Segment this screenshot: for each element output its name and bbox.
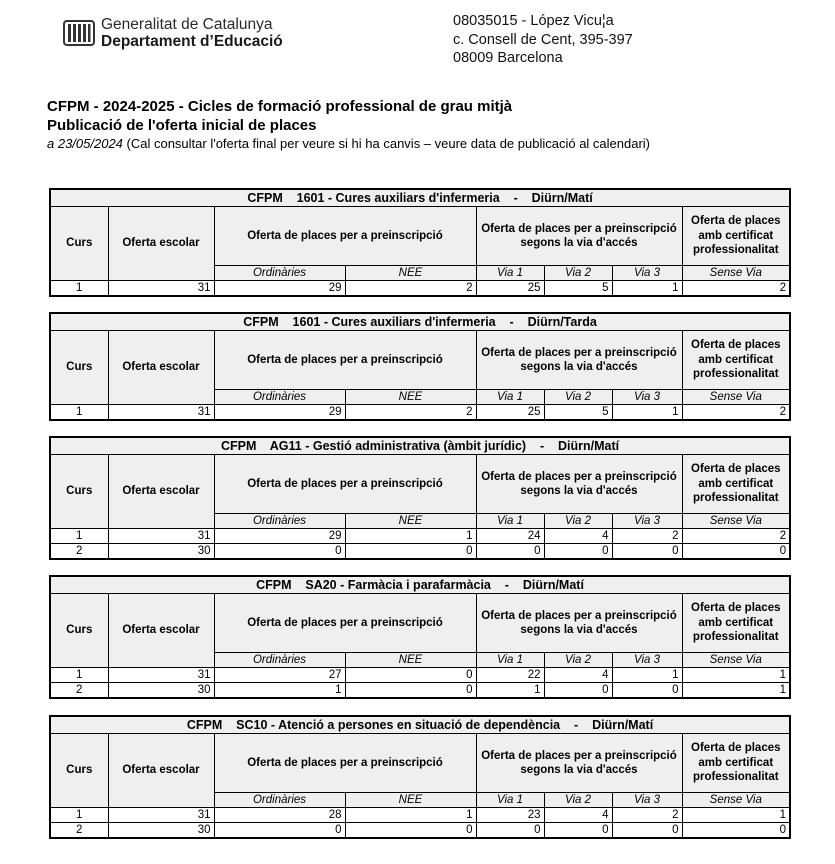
subheader-sense-via: Sense Via (682, 390, 790, 405)
header-certificat: Oferta de places amb certificat professionalitat (682, 734, 790, 793)
header-preinscripcio: Oferta de places per a preinscripció (214, 734, 476, 793)
subheader-via3: Via 3 (612, 266, 682, 281)
subheader-via2: Via 2 (544, 266, 612, 281)
generalitat-logo (63, 16, 283, 50)
table-row (50, 823, 790, 839)
subheader-via1: Via 1 (476, 266, 544, 281)
cell-oferta: 31 (108, 668, 214, 683)
subheader-nee: NEE (345, 514, 476, 529)
cell-sense-via: 1 (682, 808, 790, 823)
cell-via2: 0 (544, 683, 612, 699)
cell-ordinaries: 29 (214, 529, 345, 544)
table-row (50, 683, 790, 699)
section-title: CFPM SC10 - Atenció a persones en situació de dependència - Diürn/Matí (50, 716, 790, 734)
offer-section (49, 312, 790, 421)
cell-via3: 0 (612, 823, 682, 839)
cell-ordinaries: 29 (214, 281, 345, 297)
document-title-block (47, 97, 807, 153)
cell-curs: 1 (50, 281, 108, 297)
logo-line-departament: Departament d’Educació (101, 33, 283, 50)
cell-sense-via: 0 (682, 823, 790, 839)
cell-ordinaries: 0 (214, 823, 345, 839)
offer-table (49, 312, 791, 421)
cell-nee: 2 (345, 405, 476, 421)
header-preinscripcio: Oferta de places per a preinscripció (214, 207, 476, 266)
cell-sense-via: 1 (682, 668, 790, 683)
publication-note (47, 135, 807, 153)
cell-via1: 1 (476, 683, 544, 699)
table-row (50, 405, 790, 421)
subheader-nee: NEE (345, 793, 476, 808)
offer-table (49, 436, 791, 560)
cell-nee: 0 (345, 544, 476, 560)
cell-oferta: 30 (108, 823, 214, 839)
cell-via3: 2 (612, 529, 682, 544)
cell-oferta: 31 (108, 405, 214, 421)
subheader-nee: NEE (345, 266, 476, 281)
subheader-ordinaries: Ordinàries (214, 266, 345, 281)
header-certificat: Oferta de places amb certificat professionalitat (682, 455, 790, 514)
cell-via3: 2 (612, 808, 682, 823)
section-title: CFPM 1601 - Cures auxiliars d'infermeria - Diürn/Matí (50, 189, 790, 207)
offer-table (49, 188, 791, 297)
cell-sense-via: 0 (682, 544, 790, 560)
subheader-ordinaries: Ordinàries (214, 514, 345, 529)
subheader-via3: Via 3 (612, 653, 682, 668)
cell-via1: 25 (476, 281, 544, 297)
cell-via2: 4 (544, 668, 612, 683)
header-curs: Curs (50, 594, 108, 668)
subheader-via3: Via 3 (612, 514, 682, 529)
address-line: 08035015 - López Vicu¦a (453, 13, 614, 29)
subheader-sense-via: Sense Via (682, 653, 790, 668)
cell-via1: 23 (476, 808, 544, 823)
cell-nee: 1 (345, 808, 476, 823)
cell-nee: 1 (345, 529, 476, 544)
page-header (0, 0, 835, 80)
cell-curs: 1 (50, 808, 108, 823)
subheader-via1: Via 1 (476, 793, 544, 808)
section-title: CFPM AG11 - Gestió administrativa (àmbit jurídic) - Diürn/Matí (50, 437, 790, 455)
cell-via2: 4 (544, 808, 612, 823)
document-subtitle: Publicació de l'oferta inicial de places (47, 117, 317, 134)
generalitat-emblem-icon (63, 18, 95, 48)
header-oferta-escolar: Oferta escolar (108, 455, 214, 529)
cell-oferta: 31 (108, 281, 214, 297)
publication-date: a 23/05/2024 (47, 136, 123, 151)
subheader-via2: Via 2 (544, 514, 612, 529)
cell-curs: 1 (50, 668, 108, 683)
cell-via3: 1 (612, 281, 682, 297)
subheader-sense-via: Sense Via (682, 266, 790, 281)
cell-ordinaries: 29 (214, 405, 345, 421)
subheader-via1: Via 1 (476, 653, 544, 668)
cell-sense-via: 2 (682, 529, 790, 544)
cell-nee: 0 (345, 683, 476, 699)
cell-curs: 1 (50, 529, 108, 544)
header-oferta-escolar: Oferta escolar (108, 734, 214, 808)
cell-oferta: 30 (108, 544, 214, 560)
cell-sense-via: 2 (682, 405, 790, 421)
subheader-via2: Via 2 (544, 390, 612, 405)
subheader-via1: Via 1 (476, 514, 544, 529)
subheader-via3: Via 3 (612, 390, 682, 405)
document-title: CFPM - 2024-2025 - Cicles de formació professional de grau mitjà (47, 98, 513, 115)
cell-via3: 0 (612, 683, 682, 699)
table-row (50, 544, 790, 560)
cell-ordinaries: 1 (214, 683, 345, 699)
cell-curs: 2 (50, 683, 108, 699)
offer-section (49, 715, 790, 839)
table-row (50, 529, 790, 544)
header-curs: Curs (50, 734, 108, 808)
header-curs: Curs (50, 455, 108, 529)
cell-oferta: 30 (108, 683, 214, 699)
header-certificat: Oferta de places amb certificat professionalitat (682, 594, 790, 653)
address-line: 08009 Barcelona (453, 50, 563, 66)
header-via-acces: Oferta de places per a preinscripció segons la via d'accés (476, 207, 682, 266)
section-title: CFPM 1601 - Cures auxiliars d'infermeria - Diürn/Tarda (50, 313, 790, 331)
subheader-via3: Via 3 (612, 793, 682, 808)
cell-sense-via: 2 (682, 281, 790, 297)
subheader-nee: NEE (345, 390, 476, 405)
header-via-acces: Oferta de places per a preinscripció segons la via d'accés (476, 734, 682, 793)
header-oferta-escolar: Oferta escolar (108, 331, 214, 405)
offer-section (49, 188, 790, 297)
header-via-acces: Oferta de places per a preinscripció segons la via d'accés (476, 331, 682, 390)
subheader-ordinaries: Ordinàries (214, 793, 345, 808)
cell-via1: 0 (476, 823, 544, 839)
subheader-nee: NEE (345, 653, 476, 668)
header-oferta-escolar: Oferta escolar (108, 594, 214, 668)
cell-via2: 0 (544, 823, 612, 839)
offer-table (49, 715, 791, 839)
cell-via2: 5 (544, 405, 612, 421)
subheader-ordinaries: Ordinàries (214, 390, 345, 405)
table-row (50, 668, 790, 683)
section-title: CFPM SA20 - Farmàcia i parafarmàcia - Diürn/Matí (50, 576, 790, 594)
cell-curs: 1 (50, 405, 108, 421)
offer-section (49, 575, 790, 699)
cell-via2: 5 (544, 281, 612, 297)
cell-oferta: 31 (108, 529, 214, 544)
header-preinscripcio: Oferta de places per a preinscripció (214, 331, 476, 390)
header-certificat: Oferta de places amb certificat professionalitat (682, 331, 790, 390)
table-row (50, 808, 790, 823)
cell-nee: 0 (345, 823, 476, 839)
table-row (50, 281, 790, 297)
subheader-ordinaries: Ordinàries (214, 653, 345, 668)
header-curs: Curs (50, 331, 108, 405)
cell-nee: 2 (345, 281, 476, 297)
header-preinscripcio: Oferta de places per a preinscripció (214, 594, 476, 653)
cell-ordinaries: 27 (214, 668, 345, 683)
cell-ordinaries: 0 (214, 544, 345, 560)
offer-section (49, 436, 790, 560)
cell-curs: 2 (50, 823, 108, 839)
school-address (453, 12, 633, 68)
subheader-sense-via: Sense Via (682, 793, 790, 808)
header-certificat: Oferta de places amb certificat professionalitat (682, 207, 790, 266)
cell-via1: 22 (476, 668, 544, 683)
cell-via3: 1 (612, 668, 682, 683)
cell-via3: 1 (612, 405, 682, 421)
cell-sense-via: 1 (682, 683, 790, 699)
subheader-via1: Via 1 (476, 390, 544, 405)
cell-via2: 0 (544, 544, 612, 560)
cell-nee: 0 (345, 668, 476, 683)
publication-note-text: (Cal consultar l'oferta final per veure si hi ha canvis – veure data de publicació al calendari) (122, 136, 651, 151)
subheader-sense-via: Sense Via (682, 514, 790, 529)
cell-via2: 4 (544, 529, 612, 544)
subheader-via2: Via 2 (544, 653, 612, 668)
header-via-acces: Oferta de places per a preinscripció segons la via d'accés (476, 594, 682, 653)
cell-curs: 2 (50, 544, 108, 560)
cell-via3: 0 (612, 544, 682, 560)
cell-via1: 25 (476, 405, 544, 421)
cell-oferta: 31 (108, 808, 214, 823)
header-preinscripcio: Oferta de places per a preinscripció (214, 455, 476, 514)
logo-line-generalitat: Generalitat de Catalunya (101, 16, 273, 33)
subheader-via2: Via 2 (544, 793, 612, 808)
cell-ordinaries: 28 (214, 808, 345, 823)
cell-via1: 24 (476, 529, 544, 544)
cell-via1: 0 (476, 544, 544, 560)
offer-table (49, 575, 791, 699)
header-oferta-escolar: Oferta escolar (108, 207, 214, 281)
header-curs: Curs (50, 207, 108, 281)
address-line: c. Consell de Cent, 395-397 (453, 31, 633, 48)
header-via-acces: Oferta de places per a preinscripció segons la via d'accés (476, 455, 682, 514)
